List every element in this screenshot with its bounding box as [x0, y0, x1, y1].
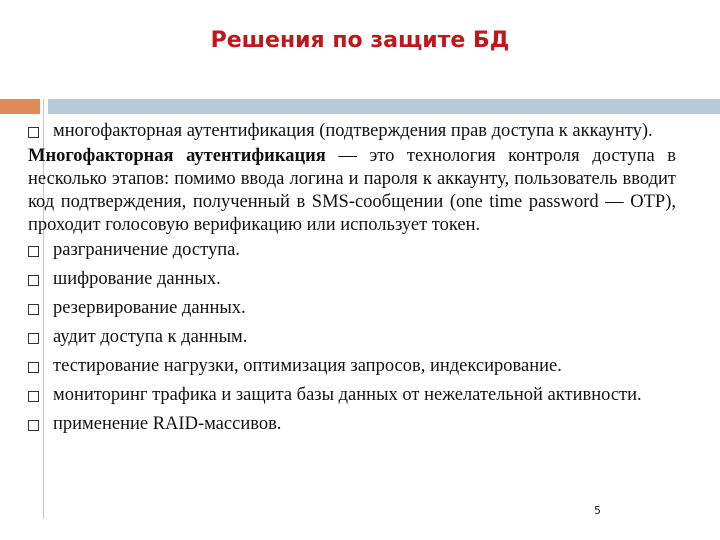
bullet-text: мониторинг трафика и защита базы данных от нежелательной активности.	[53, 385, 642, 405]
definition-paragraph	[28, 145, 676, 237]
square-bullet-icon	[28, 420, 39, 431]
bullet-item	[28, 268, 676, 291]
square-bullet-icon	[28, 246, 39, 257]
bullet-text: аудит доступа к данным.	[53, 327, 248, 347]
square-bullet-icon	[28, 127, 39, 138]
definition-text: — это технология контроля доступа в несколько этапов: помимо ввода логина и пароля к аккаунту, пользователь вводит код подтверждения, полученный в SMS-сообщении (one time password — OTP), проходит голосовую верификацию или использует токен.	[28, 146, 676, 235]
bullet-item	[28, 384, 676, 407]
slide-body	[28, 120, 676, 436]
square-bullet-icon	[28, 275, 39, 286]
bullet-item	[28, 239, 676, 262]
bullet-item	[28, 413, 676, 436]
bullet-text: разграничение доступа.	[53, 240, 240, 260]
page-number: 5	[594, 504, 601, 517]
definition-term: Многофакторная аутентификация	[28, 146, 326, 166]
bullet-item	[28, 326, 676, 349]
square-bullet-icon	[28, 333, 39, 344]
bullet-text: резервирование данных.	[53, 298, 246, 318]
square-bullet-icon	[28, 391, 39, 402]
square-bullet-icon	[28, 362, 39, 373]
accent-bar-blue	[48, 99, 720, 114]
square-bullet-icon	[28, 304, 39, 315]
bullet-item	[28, 355, 676, 378]
bullet-item	[28, 120, 676, 143]
accent-bar-orange	[0, 99, 40, 114]
bullet-text: тестирование нагрузки, оптимизация запросов, индексирование.	[53, 356, 562, 376]
bullet-item	[28, 297, 676, 320]
bullet-text: многофакторная аутентификация (подтверждения прав доступа к аккаунту).	[53, 121, 653, 141]
bullet-text: применение RAID-массивов.	[53, 414, 282, 434]
slide-title: Решения по защите БД	[210, 28, 510, 53]
bullet-text: шифрование данных.	[53, 269, 221, 289]
